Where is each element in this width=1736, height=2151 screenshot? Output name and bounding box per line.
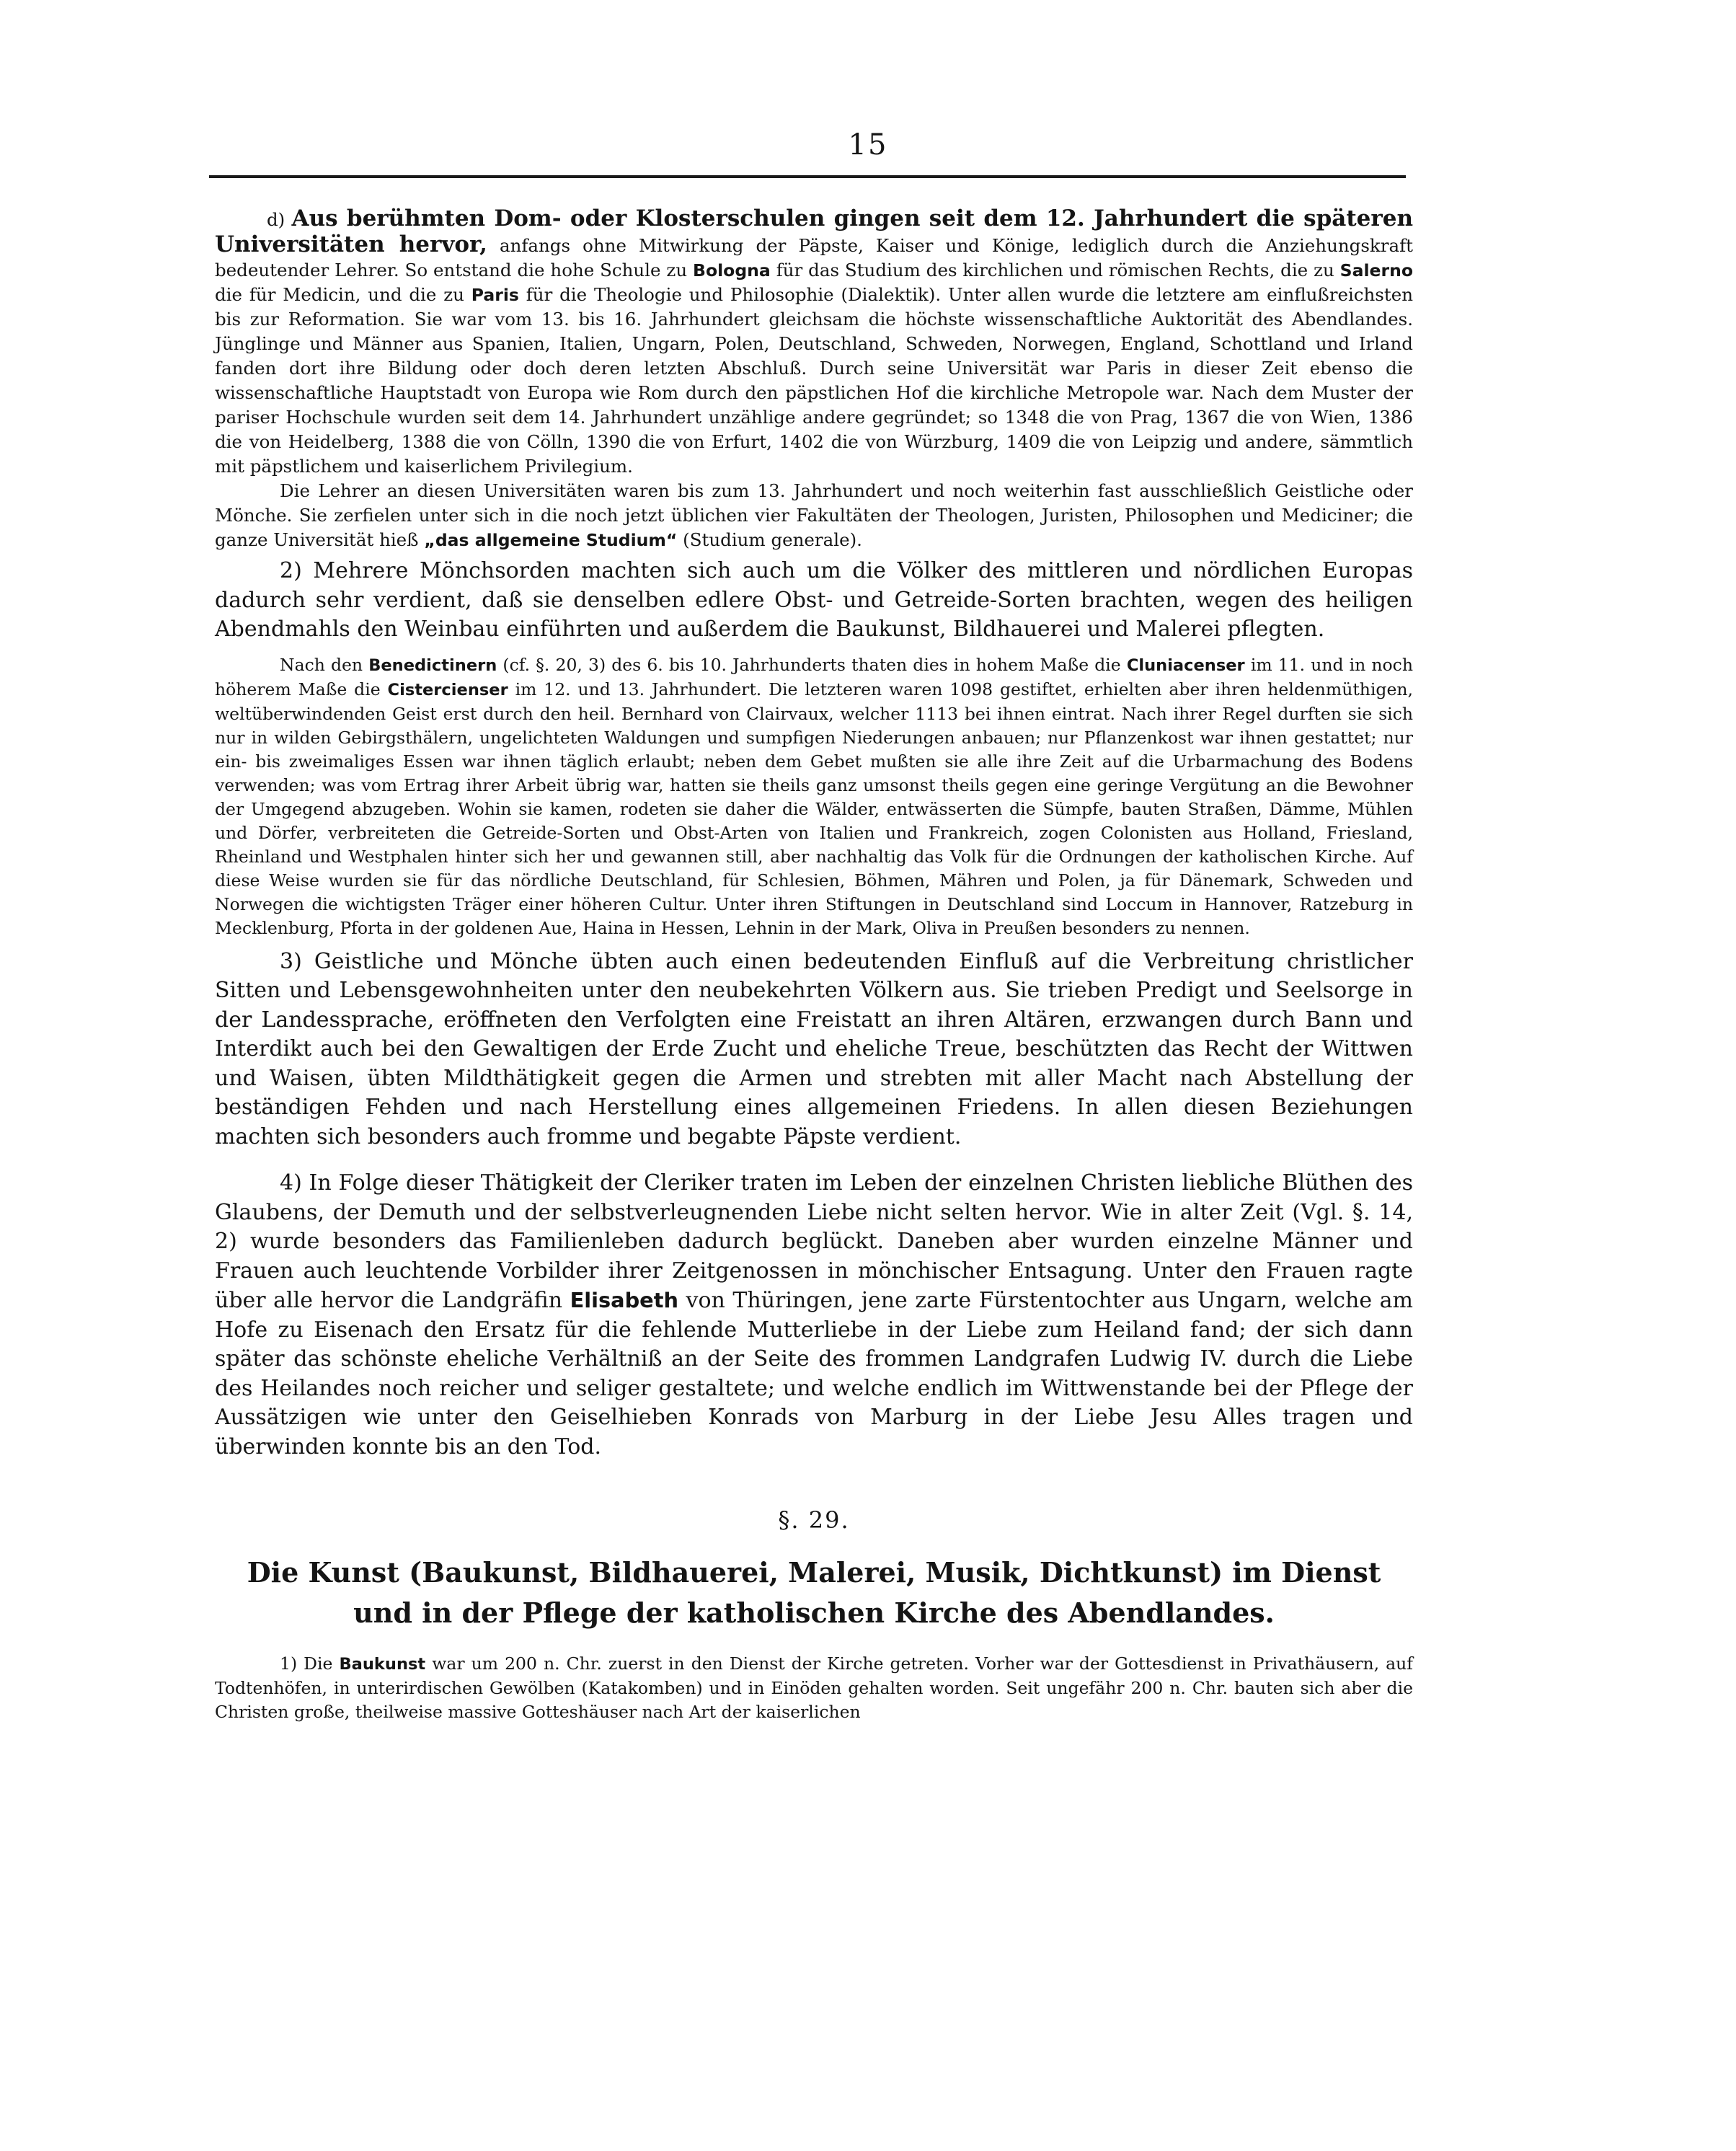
term-cluniacenser: Cluniacenser [1126, 655, 1245, 675]
term-allgemeine-studium: „das allgemeine Studium“ [424, 530, 678, 550]
paragraph-d-text-e: Die Lehrer an diesen Universitäten waren bis zum 13. Jahrhundert und noch weiterhin fast ausschließlich Geistliche oder Mönche. Sie zerfielen unter sich in die noch jetzt üblichen vier Fakultäten der Theologen, Juristen, Philosophen und Mediciner; die ganze Universität hieß [215, 480, 1413, 550]
paragraph-2-note-t2: (cf. §. 20, 3) des 6. bis 10. Jahrhunderts thaten dies in hohem Maße die [502, 654, 1121, 675]
paragraph-2-note-t4: im 12. und 13. Jahrhundert. Die letzteren waren 1098 gestiftet, erhielten aber ihren heldenmüthigen, weltüberwindenden Geist erst durch den heil. Bernhard von Clairvaux, welcher 1113 bei ihnen eintrat. Nach ihrer Regel durften sie sich nur in wilden Gebirgsthälern, ungelichteten Waldungen und sumpfigen Niederungen anbauen; nur Pflanzenkost war ihnen gestattet; nur ein- bis zweimaliges Essen war ihnen täglich erlaubt; neben dem Gebet mußten sie alle ihre Zeit auf die Urbarmachung des Bodens verwenden; was vom Ertrag ihrer Arbeit übrig war, hatten sie theils ganz umsonst theils gegen eine geringe Vergütung an die Bewohner der Umgegend abzugeben. Wohin sie kamen, rodeten sie daher die Wälder, entwässerten die Sümpfe, bauten Straßen, Dämme, Mühlen und Dörfer, verbreiteten die Getreide-Sorten und Obst-Arten von Italien und Frankreich, zogen Colonisten aus Holland, Friesland, Rheinland und Westphalen hinter sich her und gewannen still, aber nachhaltig das Volk für die Ordnungen der katholischen Kirche. Auf diese Weise wurden sie für das nördliche Deutschland, für Schlesien, Böhmen, Mähren und Polen, ja für Dänemark, Schweden und Norwegen die wichtigsten Träger einer höheren Cultur. Unter ihren Stiftungen in Deutschland sind Loccum in Hannover, Ratzeburg in Mecklenburg, Pforta in der goldenen Aue, Haina in Hessen, Lehnin in der Mark, Oliva in Preußen besonders zu nennen. [215, 679, 1413, 938]
page-number: 15 [848, 128, 888, 162]
term-cistercienser: Cistercienser [387, 680, 508, 699]
paragraph-2-note-t3: im 11. und in noch höherem Maße die [215, 654, 1413, 699]
paragraph-3: 3) Geistliche und Mönche übten auch einen bedeutenden Einfluß auf die Verbreitung christlicher Sitten und Lebensgewohnheiten unter den neubekehrten Völkern aus. Sie trieben Predigt und Seelsorge in der Landessprache, eröffneten den Verfolgten eine Freistatt an ihren Altären, erzwangen durch Bann und Interdikt auch bei den Gewaltigen der Erde Zucht und eheliche Treue, beschützten das Recht der Wittwen und Waisen, übten Mildthätigkeit gegen die Armen und strebten mit aller Macht nach Abstellung der beständigen Fehden und nach Herstellung eines allgemeinen Friedens. In allen diesen Beziehungen machten sich besonders auch fromme und begabte Päpste verdient. [215, 948, 1413, 1149]
paragraph-2: 2) Mehrere Mönchsorden machten sich auch um die Völker des mittleren und nördlichen Europas dadurch sehr verdient, daß sie denselben edlere Obst- und Getreide-Sorten brachten, wegen des heiligen Abendmahls den Weinbau einführten und außerdem die Baukunst, Bildhauerei und Malerei pflegten. [215, 558, 1413, 642]
paragraph-d-lead: Aus berühmten Dom- oder Klosterschulen gingen seit dem 12. Jahrhundert die späteren Universitäten hervor, [215, 206, 1413, 257]
page-body [215, 206, 1413, 1724]
header-rule [209, 175, 1406, 178]
term-salerno: Salerno [1339, 260, 1413, 281]
section-29-p1-a: 1) Die [280, 1653, 333, 1674]
paragraph-2-note-t1: Nach den [280, 654, 363, 675]
section-title-line-1: Die Kunst (Baukunst, Bildhauerei, Malerei, Musik, Dichtkunst) im Dienst [247, 1556, 1381, 1589]
section-number: §. 29. [778, 1506, 850, 1534]
paragraph-d-text-c: die für Medicin, und die zu [215, 284, 464, 305]
paragraph-d-text-b: für das Studium des kirchlichen und römischen Rechts, die zu [776, 260, 1334, 281]
section-title-line-2: und in der Pflege der katholischen Kirche des Abendlandes. [353, 1596, 1275, 1629]
paragraph-4-text-b: von Thüringen, jene zarte Fürstentochter aus Ungarn, welche am Hofe zu Eisenach den Ersatz für die fehlende Mutterliebe in der Liebe zum Heiland fand; der sich dann später das schönste eheliche Verhältniß an der Seite des frommen Landgrafen Ludwig IV. durch die Liebe des Heilandes noch reicher und seliger gestaltete; und welche endlich im Wittwenstande bei der Pflege der Aussätzigen wie unter den Geiselhieben Konrads von Marburg in der Liebe Jesu Alles tragen und überwinden konnte bis an den Tod. [215, 1288, 1413, 1459]
paragraph-2-note [215, 653, 1413, 940]
term-elisabeth: Elisabeth [570, 1288, 678, 1312]
paragraph-4-text-a: 4) In Folge dieser Thätigkeit der Cleriker traten im Leben der einzelnen Christen liebliche Blüthen des Glaubens, der Demuth und der selbstverleugnenden Liebe nicht selten hervor. Wie in alter Zeit (Vgl. §. 14, 2) wurde besonders das Familienleben dadurch beglückt. Daneben aber wurden einzelne Männer und Frauen auch leuchtende Vorbilder ihrer Zeitgenossen in mönchischer Entsagung. Unter den Frauen ragte über alle hervor die Landgräfin [215, 1170, 1413, 1313]
section-29-paragraph-1 [215, 1652, 1413, 1724]
paragraph-d-continued [215, 479, 1413, 552]
paragraph-d [215, 206, 1413, 479]
paragraph-d-text-f: (Studium generale). [683, 529, 862, 550]
paragraph-d-text-a: anfangs ohne Mitwirkung der Päpste, Kaiser und Könige, lediglich durch die Anziehungskraft bedeutender Lehrer. So entstand die hohe Schule zu [215, 235, 1413, 281]
term-paris: Paris [471, 285, 519, 305]
paragraph-d-marker: d) [267, 209, 285, 230]
term-benedictinern: Benedictinern [368, 655, 497, 675]
term-bologna: Bologna [693, 260, 771, 281]
section-title [215, 1552, 1413, 1633]
paragraph-4 [215, 1169, 1413, 1462]
section-29-p1-b: war um 200 n. Chr. zuerst in den Dienst der Kirche getreten. Vorher war der Gottesdienst in Privathäusern, auf Todtenhöfen, in unterirdischen Gewölben (Katakomben) und in Einöden gehalten worden. Seit ungefähr 200 n. Chr. bauten sich aber die Christen große, theilweise massive Gotteshäuser nach Art der kaiserlichen [215, 1653, 1413, 1722]
paragraph-d-text-d: für die Theologie und Philosophie (Dialektik). Unter allen wurde die letztere am einflußreichsten bis zur Reformation. Sie war vom 13. bis 16. Jahrhundert gleichsam die höchste wissenschaftliche Auktorität des Abendlandes. Jünglinge und Männer aus Spanien, Italien, Ungarn, Polen, Deutschland, Schweden, Norwegen, England, Schottland und Irland fanden dort ihre Bildung oder doch deren letzten Abschluß. Durch seine Universität war Paris in dieser Zeit ebenso die wissenschaftliche Hauptstadt von Europa wie Rom durch den päpstlichen Hof die kirchliche Metropole war. Nach dem Muster der pariser Hochschule wurden seit dem 14. Jahrhundert unzählige andere gegründet; so 1348 die von Prag, 1367 die von Wien, 1386 die von Heidelberg, 1388 die von Cölln, 1390 die von Erfurt, 1402 die von Würzburg, 1409 die von Leipzig und andere, sämmtlich mit päpstlichem und kaiserlichem Privilegium. [215, 284, 1414, 477]
term-baukunst: Baukunst [339, 1655, 426, 1674]
